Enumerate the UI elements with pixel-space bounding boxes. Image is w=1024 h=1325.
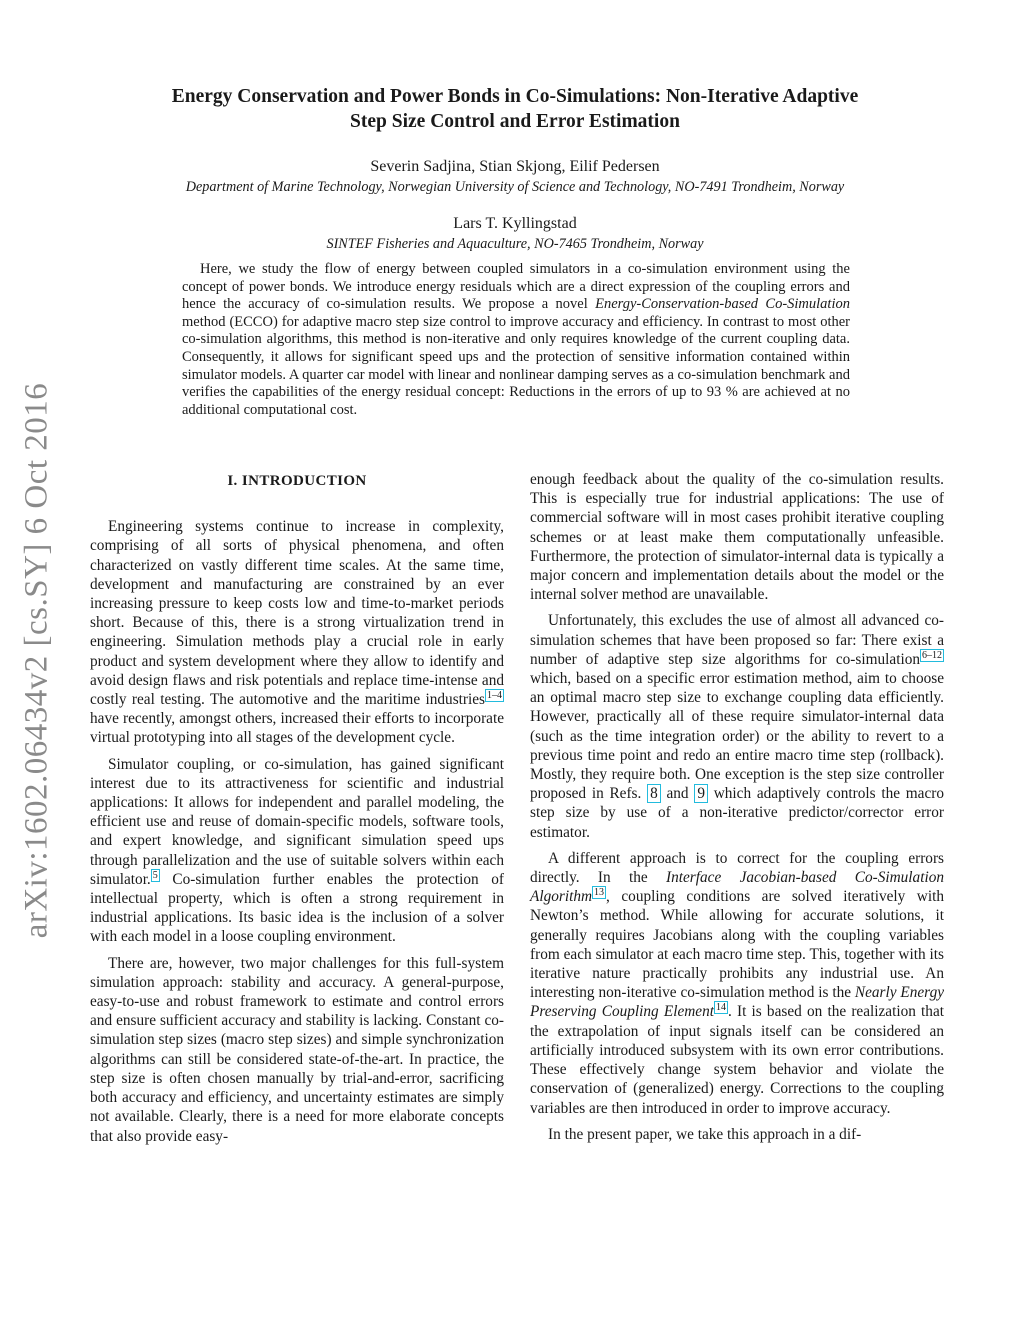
title-line-1: Energy Conservation and Power Bonds in Co-Simulations: Non-Iterative Adaptive xyxy=(171,86,859,107)
intro-paragraph-3-continued: enough feedback about the quality of the co-simulation results. This is especially true for industrial applications: The use of commercial software will in most cases prohibit iterative coupling schemes or at least make them computationally unfeasible. Furthermore, the protection of simulator-internal data is typically a major concern and implementation details about the model or the internal solver method are unavailable. xyxy=(530,471,944,604)
arxiv-identifier-stamp xyxy=(12,365,62,955)
reference-link[interactable]: 8 xyxy=(647,784,661,803)
paper-header xyxy=(90,84,940,253)
intro-p2-text-a: Simulator coupling, or co-simulation, has gained significant interest due to its attractiveness for scientific and industrial applications: It allows for independent and parallel modeling, the efficient use and reuse of domain-specific models, software tools, and expert knowledge, and significant simulation speed ups through parallelization and the use of suitable solvers within each simulator. xyxy=(90,755,504,888)
intro-p1-text-a: Engineering systems continue to increase in complexity, comprising of all sorts of physical phenomena, and often characterized on vastly different time scales. At the same time, development and manufacturing are constrained by an ever increasing pressure to keep costs low and time-to-market periods short. Because of this, there is a strong virtualization trend in engineering. Simulation methods play a crucial role in early product and system development where they allow to identify and avoid design flaws and risk potentials and replace time-intense and costly real testing. The automotive and the maritime industries xyxy=(90,518,504,709)
abstract-part-2: method (ECCO) for adaptive macro step size control to improve accuracy and efficiency. In contrast to most other co-simulation algorithms, this method is non-iterative and only requires knowledge of the current coupling data. Consequently, it allows for significant speed ups and the protection of sensitive information contained within simulator models. A quarter car model with linear and nonlinear damping serves as a co-simulation benchmark and verifies the capabilities of the energy residual concept: Reductions in the errors of up to 93 % are achieved at no additional computational cost. xyxy=(182,313,850,418)
abstract-part-1: Here, we study the flow of energy between coupled simulators in a co-simulation environment using the concept of power bonds. We introduce energy residuals which are a direct expression of the coupling errors and hence the accuracy of co-simulation results. We propose a novel xyxy=(182,261,850,313)
intro-paragraph-6: In the present paper, we take this approach in a dif- xyxy=(548,1125,862,1143)
intro-p2-text-b: Co-simulation further enables the protection of intellectual property, which is often a strong requirement in industrial applications. Its basic idea is the inclusion of a solver with each model in a loose coupling environment. xyxy=(90,870,504,946)
method-name-nepce: Nearly Energy Preserving Coupling Element xyxy=(530,984,945,1021)
intro-p5-text-c: . It is based on the realization that the extrapolation of input signals itself can be considered an artificially introduced subsystem with its own error contributions. These effectively change system behavior and violate the conservation of (generalized) energy. Corrections to the coupling variables are then introduced in order to improve accuracy. xyxy=(530,1003,944,1117)
citation-link[interactable]: 5 xyxy=(152,869,158,881)
title-line-2: Step Size Control and Error Estimation xyxy=(350,111,680,132)
intro-p1-text-b: have recently, amongst others, increased their efforts to incorporate virtual prototyping into all stages of the development cycle. xyxy=(90,710,504,747)
abstract-method-name: Energy-Conservation-based Co-Simulation xyxy=(595,296,850,313)
citation-link[interactable]: 6–12 xyxy=(922,649,942,661)
method-name-ijcsa: Interface Jacobian-based Co-Simulation Algorithm xyxy=(530,869,944,906)
paper-title xyxy=(90,84,940,134)
section-heading-introduction: I. INTRODUCTION xyxy=(227,473,367,489)
intro-p4-text-c: which adaptively controls the macro step size by use of a non-iterative predictor/corrector error estimator. xyxy=(530,785,944,841)
intro-p5-text-b: , coupling conditions are solved iteratively with Newton’s method. While allowing for accurate solutions, it generally requires Jacobians along with the coupling variables from each simulator at each macro time step. This, together with its iterative nature practically prohibits any industrial use. An interesting non-iterative co-simulation method is the xyxy=(530,888,944,1002)
affiliation-2: SINTEF Fisheries and Aquaculture, NO-7465 Trondheim, Norway xyxy=(326,236,704,252)
citation-link[interactable]: 1–4 xyxy=(487,689,502,701)
affiliation-1: Department of Marine Technology, Norwegian University of Science and Technology, NO-7491 Trondheim, Norway xyxy=(185,179,845,195)
right-column xyxy=(530,470,944,1151)
intro-paragraph-5 xyxy=(530,849,944,1118)
author-list-2: Lars T. Kyllingstad xyxy=(453,215,577,232)
abstract xyxy=(182,261,850,419)
citation-link[interactable]: 13 xyxy=(594,887,605,899)
reference-link[interactable]: 9 xyxy=(694,784,708,803)
author-list-1: Severin Sadjina, Stian Skjong, Eilif Pedersen xyxy=(370,158,660,175)
intro-paragraph-4 xyxy=(530,611,944,841)
intro-paragraph-1 xyxy=(90,517,504,747)
citation-link[interactable]: 14 xyxy=(716,1002,726,1014)
left-column xyxy=(90,470,504,1153)
intro-paragraph-3: There are, however, two major challenges for this full-system simulation approach: stability and accuracy. A general-purpose, easy-to-use and robust framework to estimate and control errors and ensure sufficient accuracy and stability is lacking. Constant co-simulation step sizes (macro step sizes) and simple synchronization algorithms can still be considered state-of-the-art. In practice, the step size is often chosen manually by trial-and-error, sacrificing both accuracy and efficiency, and uncertainty estimates are simply not available. Clearly, there is a need for more elaborate concepts that also provide easy- xyxy=(90,954,504,1145)
arxiv-identifier: arXiv:1602.06434v2 [cs.SY] 6 Oct 2016 xyxy=(18,382,55,938)
intro-p4-text-a: Unfortunately, this excludes the use of almost all advanced co-simulation schemes that have been proposed so far: There exist a number of adaptive step size algorithms for co-simulation xyxy=(530,612,944,668)
intro-paragraph-2 xyxy=(90,755,504,947)
intro-p4-and: and xyxy=(660,785,695,803)
intro-p5-text-a: A different approach is to correct for the coupling errors directly. In the xyxy=(530,849,944,887)
intro-p4-text-b: which, based on a specific error estimation method, aim to choose an optimal macro step size to exchange coupling data efficiently. However, practically all of these require simulator-internal data (such as the time integration order) or the ability to revert to a previous time point and redo an entire macro time step (rollback). Mostly, they require both. One exception is the step size controller proposed in Refs. xyxy=(530,670,944,803)
